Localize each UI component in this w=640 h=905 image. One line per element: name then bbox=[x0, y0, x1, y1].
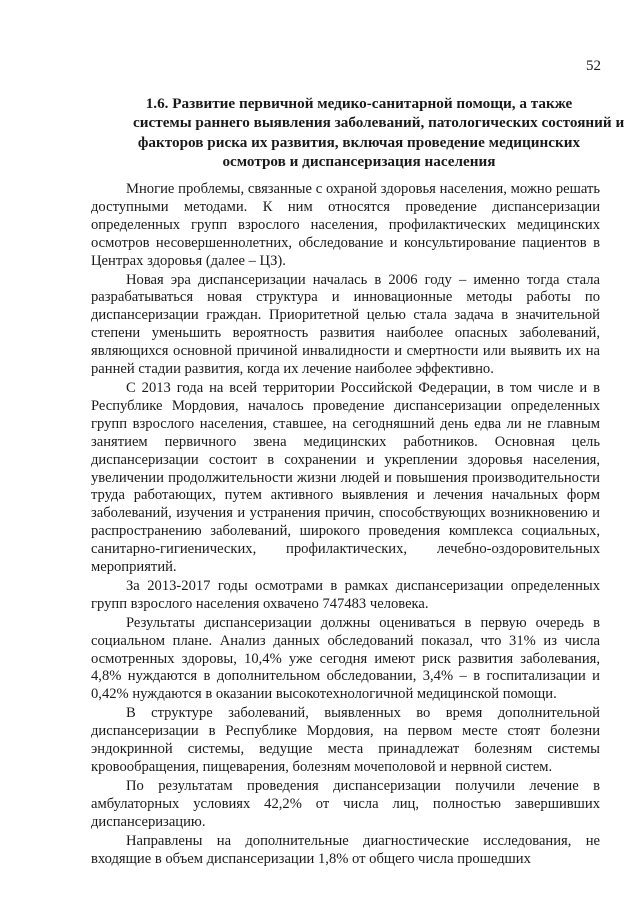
heading-line: системы раннего выявления заболеваний, патологических состояний и bbox=[133, 114, 625, 132]
paragraph: С 2013 года на всей территории Российской Федерации, в том числе и в Республике Мордовия, началось проведение диспансеризации определенных групп взрослого населения, ставшее, на сегодняшний день едва ли не главным занятием первичного звена медицинских работников. Основная цель диспансеризации состоит в сохранении и укреплении здоровья населения, увеличении продолжительности жизни людей и повышения производительности труда работающих, путем активного выявления и лечения начальных форм заболеваний, изучения и устранения причин, способствующих возникновению и распространению заболеваний, широкого проведения комплекса социальных, санитарно-гигиенических, профилактических, лечебно-оздоровительных мероприятий. bbox=[91, 379, 600, 576]
heading-line: факторов риска их развития, включая проведение медицинских bbox=[137, 133, 581, 151]
page-number: 52 bbox=[586, 58, 601, 74]
heading-line: 1.6. Развитие первичной медико-санитарной помощи, а также bbox=[145, 95, 573, 112]
paragraph: Результаты диспансеризации должны оцениваться в первую очередь в социальном плане. Анализ данных обследований показал, что 31% из числа осмотренных здоровы, 10,4% уже сегодня имеют риск развития заболевания, 4,8% нуждаются в дополнительном обследовании, 3,4% – в госпитализации и 0,42% нуждаются в оказании высокотехнологичной медицинской помощи. bbox=[91, 614, 600, 703]
heading-line: осмотров и диспансеризация населения bbox=[222, 152, 496, 170]
section-heading bbox=[133, 94, 625, 171]
paragraph: В структуре заболеваний, выявленных во время дополнительной диспансеризации в Республике Мордовия, на первом месте стоят болезни эндокринной системы, ведущие места принадлежат болезням системы кровообращения, пищеварения, болезням мочеполовой и нервной систем. bbox=[91, 705, 600, 775]
paragraph: За 2013-2017 годы осмотрами в рамках диспансеризации определенных групп взрослого населения охвачено 747483 человека. bbox=[91, 577, 600, 612]
paragraph: Направлены на дополнительные диагностические исследования, не входящие в объем диспансеризации 1,8% от общего числа прошедших bbox=[91, 832, 600, 867]
body-text bbox=[91, 181, 600, 868]
paragraph: По результатам проведения диспансеризации получили лечение в амбулаторных условиях 42,2% от числа лиц, полностью завершивших диспансеризацию. bbox=[91, 777, 600, 830]
paragraph: Многие проблемы, связанные с охраной здоровья населения, можно решать доступными методами. К ним относятся проведение диспансеризации определенных групп взрослого населения, профилактических медицинских осмотров несовершеннолетних, обследование и консультирование пациентов в Центрах здоровья (далее – ЦЗ). bbox=[91, 181, 600, 269]
paragraph: Новая эра диспансеризации началась в 2006 году – именно тогда стала разрабатываться новая структура и инновационные методы работы по диспансеризации граждан. Приоритетной целью стала задача в значительной степени уменьшить вероятность развития наиболее опасных заболеваний, являющихся основной причиной инвалидности и смертности или выявить их на ранней стадии развития, когда их лечение наиболее эффективно. bbox=[91, 271, 600, 378]
